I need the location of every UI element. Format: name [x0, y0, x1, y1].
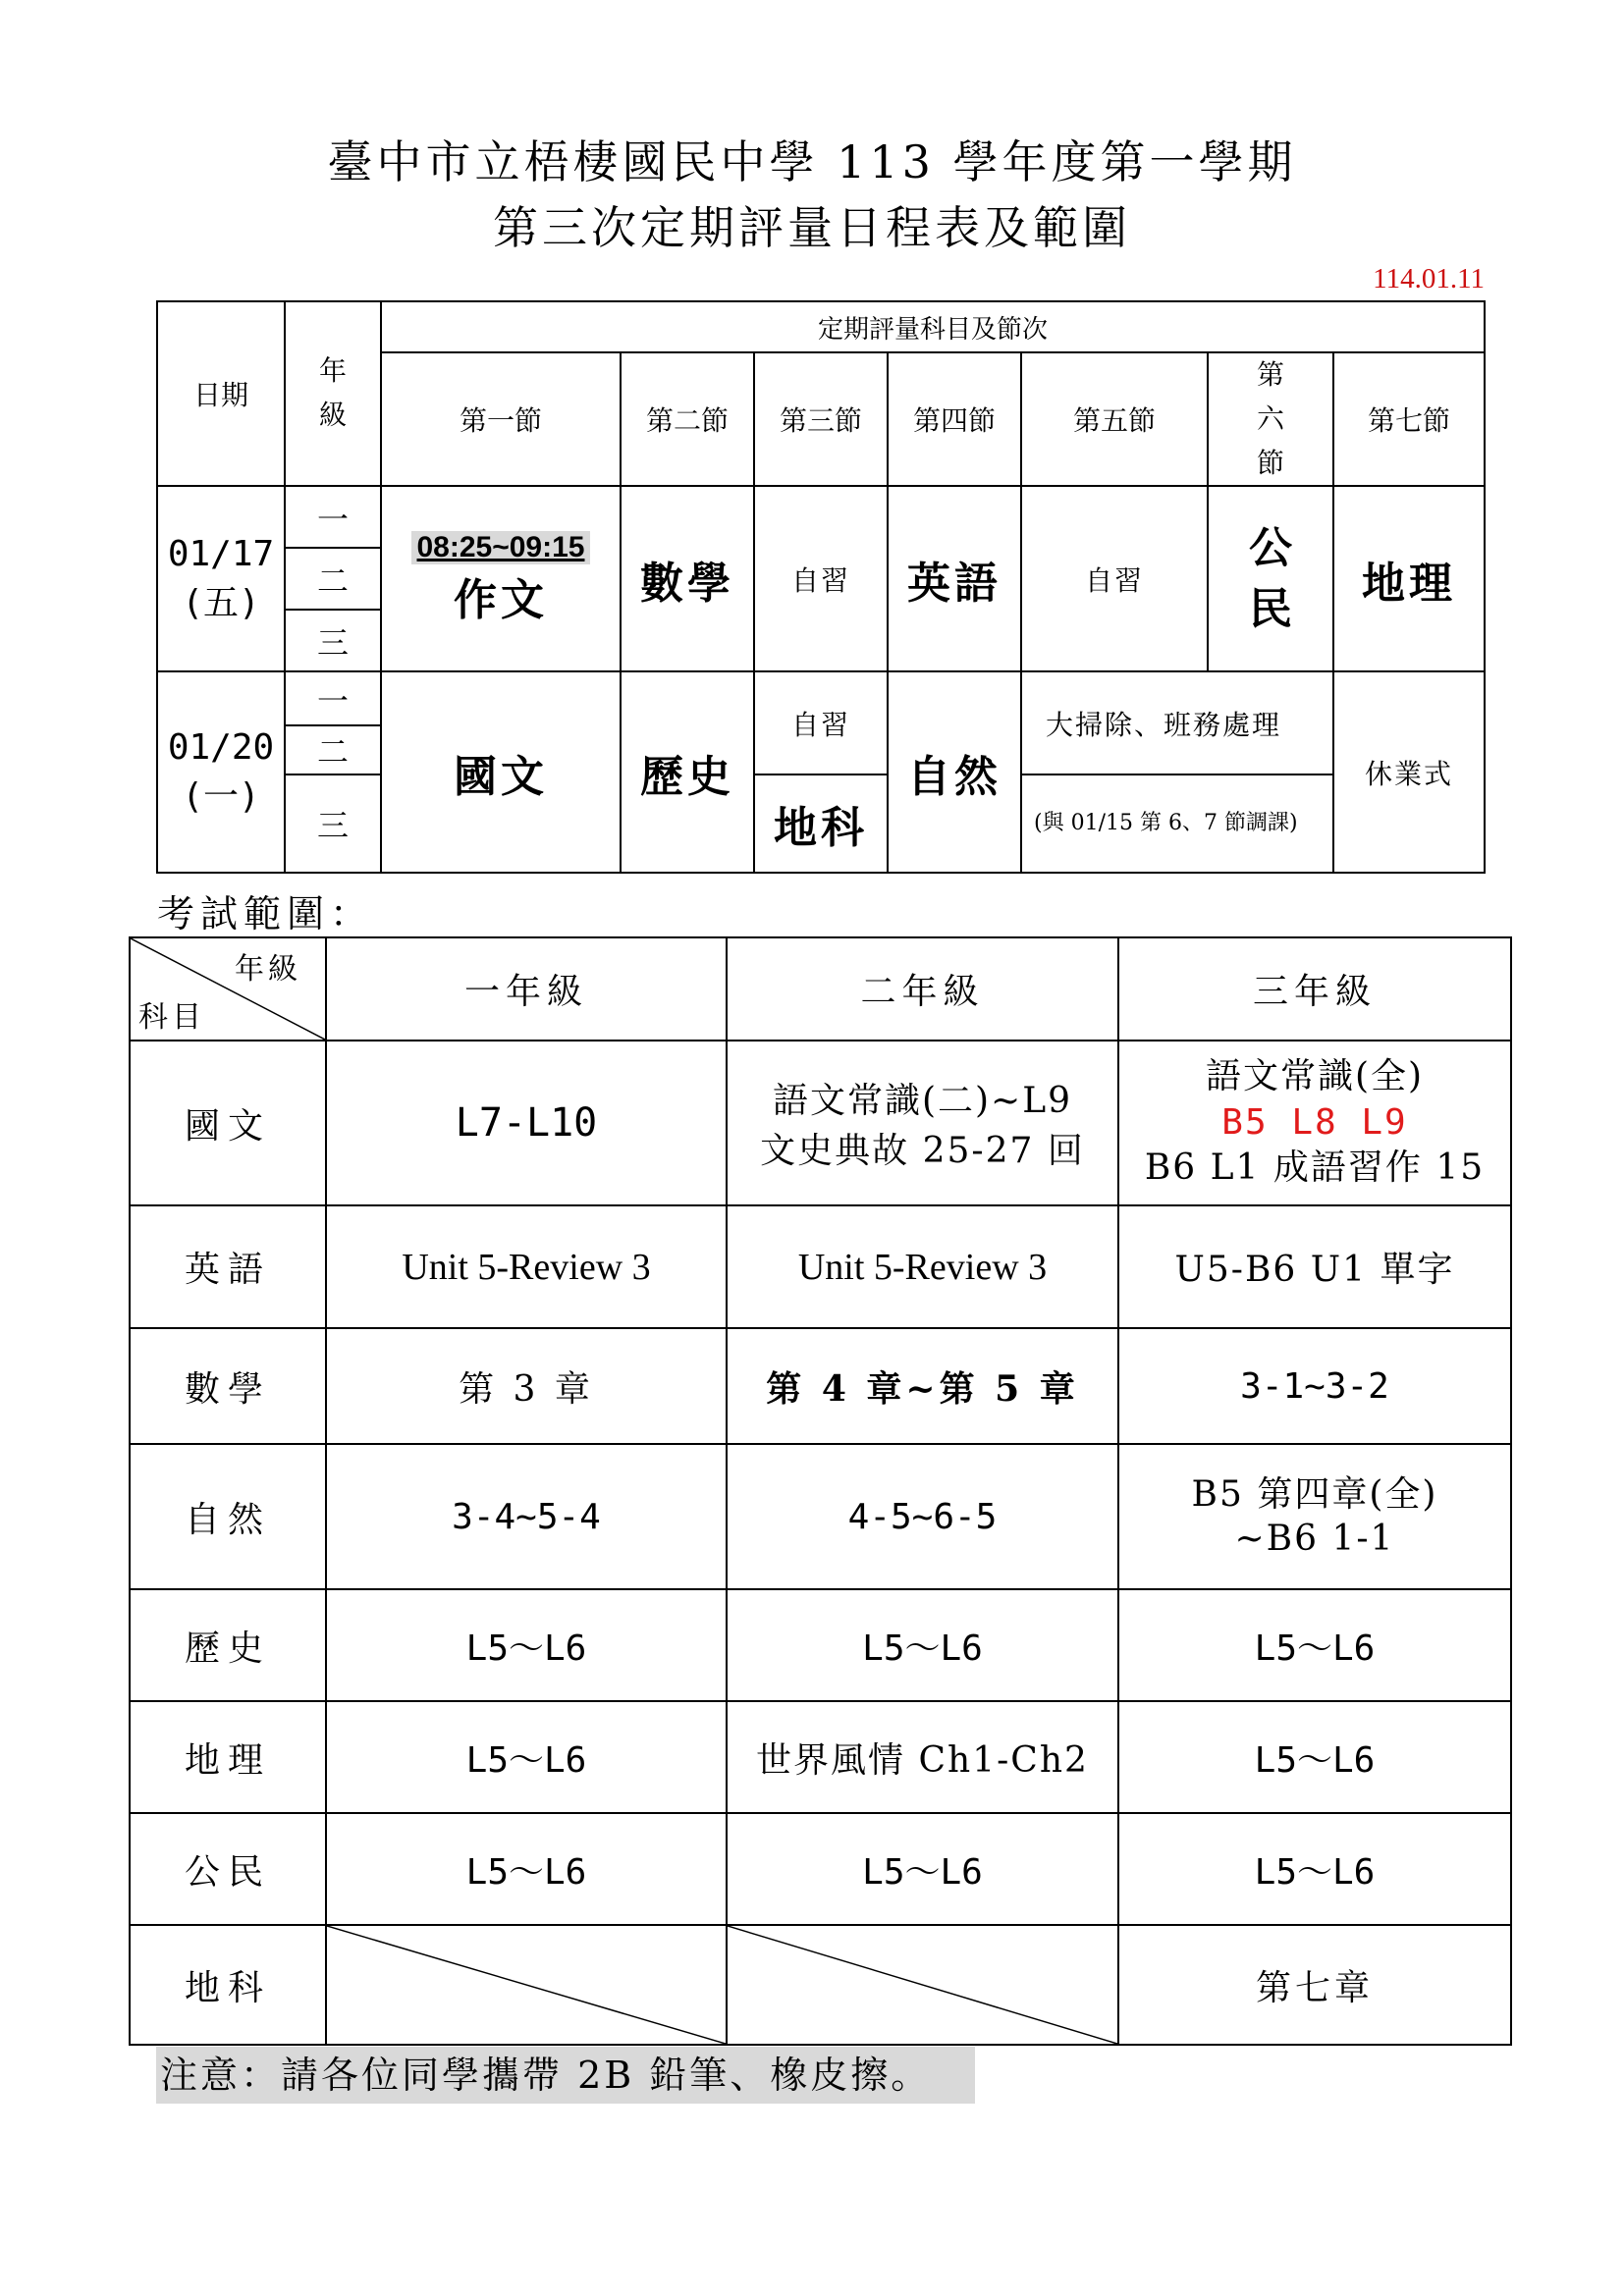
day1-date-cell [157, 486, 285, 671]
corner-subject-label: 科目 [138, 1000, 205, 1035]
period-header-7: 第七節 [1333, 352, 1485, 486]
geography-g2: 世界風情 Ch1-Ch2 [727, 1701, 1118, 1813]
day1-grade-2: 二 [285, 548, 381, 610]
chinese-g1: L7-L10 [326, 1041, 727, 1205]
diagonal-line [728, 1926, 1117, 2044]
grade-header-1: 一年級 [326, 937, 727, 1041]
period-header-1: 第一節 [381, 352, 621, 486]
day1-period-3: 自習 [754, 486, 888, 671]
subject-geography: 地理 [130, 1701, 326, 1813]
subject-chinese: 國文 [130, 1041, 326, 1205]
day2-grade-1: 一 [285, 671, 381, 725]
period-header-2: 第二節 [621, 352, 754, 486]
time-badge: 08:25~09:15 [411, 531, 591, 564]
math-g3: 3-1~3-2 [1118, 1328, 1511, 1444]
science-g1: 3-4~5-4 [326, 1444, 727, 1589]
science-g2: 4-5~6-5 [727, 1444, 1118, 1589]
civics-g1: L5～L6 [326, 1813, 727, 1925]
chinese-g2 [727, 1041, 1118, 1205]
corner-grade-label: 年級 [235, 952, 301, 987]
english-g1: Unit 5-Review 3 [326, 1205, 727, 1328]
day1-period-2: 數學 [621, 486, 754, 671]
day2-period-3-top: 自習 [754, 671, 888, 774]
chinese-g3-line2: B5 L8 L9 [1221, 1101, 1408, 1143]
subject-civics: 公民 [130, 1813, 326, 1925]
day1-period-7: 地理 [1333, 486, 1485, 671]
day1-weekday: (五) [182, 582, 260, 623]
exam-range-table [129, 936, 1512, 2046]
chinese-g2-line1: 語文常識(二)~L9 [772, 1081, 1073, 1121]
diagonal-line [327, 1926, 726, 2044]
english-g2: Unit 5-Review 3 [727, 1205, 1118, 1328]
chinese-g3 [1118, 1041, 1511, 1205]
english-g3: U5-B6 U1 單字 [1118, 1205, 1511, 1328]
earth-science-g1-empty [326, 1925, 727, 2045]
math-g1: 第 3 章 [326, 1328, 727, 1444]
day2-weekday: (一) [182, 775, 260, 817]
period-header-5: 第五節 [1021, 352, 1208, 486]
day2-date: 01/20 [167, 726, 275, 768]
period-header-4: 第四節 [888, 352, 1021, 486]
day2-grade-2: 二 [285, 725, 381, 774]
history-g2: L5～L6 [727, 1589, 1118, 1701]
day2-period-7: 休業式 [1333, 671, 1485, 873]
earth-science-g2-empty [727, 1925, 1118, 2045]
science-g3 [1118, 1444, 1511, 1589]
day2-period-4: 自然 [888, 671, 1021, 873]
chinese-g2-line2: 文史典故 25-27 回 [760, 1131, 1085, 1171]
chinese-g3-line3: B6 L1 成語習作 15 [1144, 1148, 1486, 1189]
chinese-g3-line1: 語文常識(全) [1205, 1055, 1425, 1096]
subject-english: 英語 [130, 1205, 326, 1328]
range-heading: 考試範圍： [157, 892, 374, 935]
day2-period-2: 歷史 [621, 671, 754, 873]
day2-grade-3: 三 [285, 774, 381, 873]
history-g1: L5～L6 [326, 1589, 727, 1701]
day2-period-1: 國文 [381, 671, 621, 873]
grade-header-3: 三年級 [1118, 937, 1511, 1041]
date-stamp: 114.01.11 [1373, 263, 1485, 294]
day1-period-4: 英語 [888, 486, 1021, 671]
day1-grade-3: 三 [285, 610, 381, 671]
day1-p1-subject: 作文 [454, 575, 548, 626]
footer-note: 注意：請各位同學攜帶 2B 鉛筆、橡皮擦。 [156, 2047, 975, 2104]
period-header-3: 第三節 [754, 352, 888, 486]
science-g3-line1: B5 第四章(全) [1191, 1474, 1438, 1515]
day2-date-cell [157, 671, 285, 873]
geography-g3: L5～L6 [1118, 1701, 1511, 1813]
day2-period-5-6: 大掃除、班務處理 [1021, 671, 1333, 774]
page-subtitle: 第三次定期評量日程表及範圍 [493, 201, 1131, 254]
corner-header [130, 937, 326, 1041]
date-header: 日期 [157, 301, 285, 486]
civics-g3: L5～L6 [1118, 1813, 1511, 1925]
subject-math: 數學 [130, 1328, 326, 1444]
subject-earth-science: 地科 [130, 1925, 326, 2045]
day1-period-5: 自習 [1021, 486, 1208, 671]
day1-period-6: 公 民 [1208, 486, 1333, 671]
day2-period-5-note: (與 01/15 第 6、7 節調課) [1021, 774, 1333, 873]
grade-header: 年 級 [285, 301, 381, 486]
history-g3: L5～L6 [1118, 1589, 1511, 1701]
day1-grade-1: 一 [285, 486, 381, 548]
subject-history: 歷史 [130, 1589, 326, 1701]
math-g2: 第 4 章~第 5 章 [727, 1328, 1118, 1444]
subject-period-header: 定期評量科目及節次 [381, 301, 1485, 352]
period-header-6: 第 六 節 [1208, 352, 1333, 486]
science-g3-line2: ~B6 1-1 [1234, 1519, 1395, 1559]
schedule-table [156, 300, 1486, 874]
geography-g1: L5～L6 [326, 1701, 727, 1813]
subject-science: 自然 [130, 1444, 326, 1589]
grade-header-2: 二年級 [727, 937, 1118, 1041]
day1-period-1 [381, 486, 621, 671]
page-title: 臺中市立梧棲國民中學 113 學年度第一學期 [327, 135, 1297, 188]
day2-period-3-bottom: 地科 [754, 774, 888, 873]
civics-g2: L5～L6 [727, 1813, 1118, 1925]
earth-science-g3: 第七章 [1118, 1925, 1511, 2045]
day1-date: 01/17 [167, 533, 275, 574]
